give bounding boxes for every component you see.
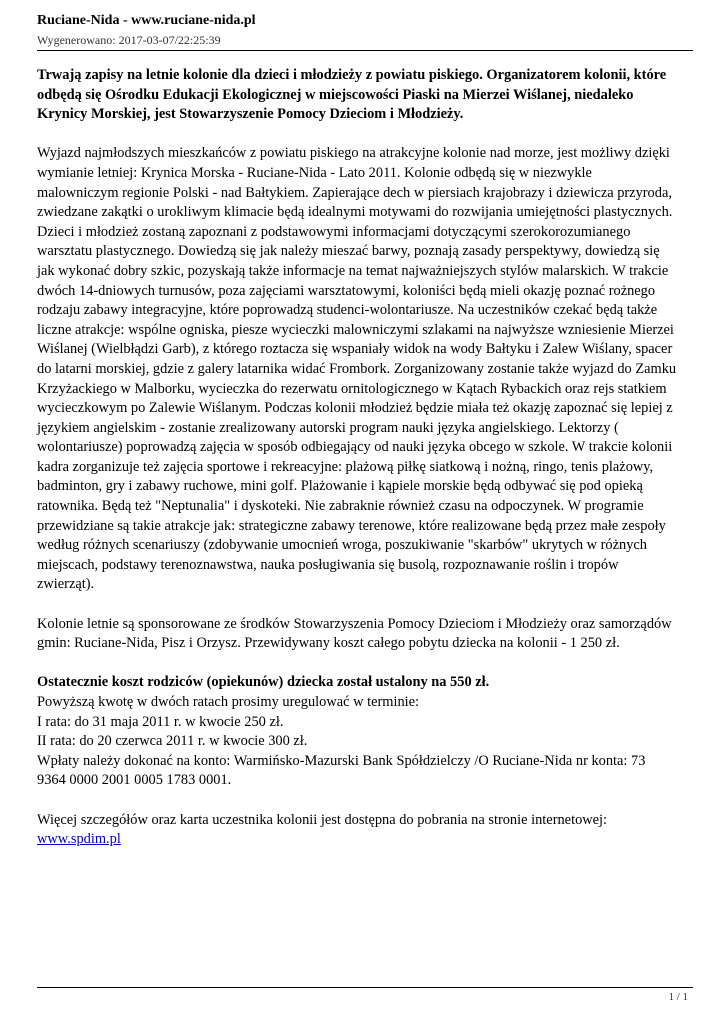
generated-timestamp: Wygenerowano: 2017-03-07/22:25:39 — [37, 33, 221, 47]
more-info-text: Więcej szczegółów oraz karta uczestnika kolonii jest dostępna do pobrania na stronie internetowej: — [37, 811, 608, 828]
cost-heading: Ostatecznie koszt rodziców (opiekunów) dziecka został ustalony na 550 zł. — [37, 674, 490, 691]
cost-line-4: Wpłaty należy dokonać na konto: Warmińsko-Mazurski Bank Spółdzielczy /O Ruciane-Nida nr konta: 73 9364 0000 2001 0005 1783 0001. — [37, 752, 646, 789]
page-header — [37, 12, 693, 48]
article-paragraph-2: Kolonie letnie są sponsorowane ze środków Stowarzyszenia Pomocy Dzieciom i Młodzieży oraz samorządów gmin: Ruciane-Nida, Pisz i Orzysz. Przewidywany koszt całego pobytu dziecka na kolonii - 1 250 zł. — [37, 615, 672, 652]
cost-line-3: II rata: do 20 czerwca 2011 r. w kwocie 300 zł. — [37, 733, 308, 750]
article-paragraph-1: Wyjazd najmłodszych mieszkańców z powiatu piskiego na atrakcyjne kolonie nad morze, jest możliwy dzięki wymianie letniej: Krynica Morska - Ruciane-Nida - Lato 2011. Kolonie odbędą się w niezwykle malowniczym regionie Polski - nad Bałtykiem. Zapierające dech w piersiach krajobrazy i dziewicza przyroda, zwiedzane zakątki o urokliwym klimacie będą idealnymi motywami do rozwijania umiejętności plastycznych. Dzieci i młodzież zostaną zapoznani z podstawowymi informacjami dotyczącymi szerokorozumianego warsztatu plastycznego. Dowiedzą się jak należy mieszać barwy, poznają zasady perspektywy, dowiedzą się jak wykonać dobry szkic, pozyskają także informacje na temat najważniejszych stylów malarskich. W trakcie dwóch 14-dniowych turnusów, poza zajęciami warsztatowymi, koloniści będą mieli okazję poznać rożnego rodzaju zabawy integracyjne, które poprowadzą studenci-wolontariusze. Na uczestników czekać będą także liczne atrakcje: wspólne ogniska, piesze wycieczki malowniczymi szlakami na najwyższe wzniesienie Mierzei Wiślanej (Wielbłądzi Garb), z którego roztacza się wspaniały widok na wody Bałtyku i Zalew Wiślany, spacer do latarni morskiej, gdzie z galery latarnika widać Frombork. Zorganizowany zostanie także wyjazd do Zamku Krzyżackiego w Malborku, wycieczka do rezerwatu ornitologicznego w Kątach Rybackich oraz rejs statkiem wycieczkowym po Zalewie Wiślanym. Podczas kolonii młodzież będzie miała też okazję zapoznać się lepiej z językiem angielskim - zostanie zrealizowany autorski program nauki języka angielskiego. Lektorzy ( wolontariusze) poprowadzą zajęcia w sposób odbiegający od nauki języka obcego w szkole. W trakcie kolonii kadra zorganizuje też zajęcia sportowe i rekreacyjne: plażową piłkę siatkową i nożną, ringo, tenis plażowy, badminton, gry i zabawy ruchowe, mini golf. Plażowanie i kąpiele morskie będą odbywać się pod opieką ratownika. Będą też "Neptunalia" i dyskoteki. Nie zabraknie również czasu na odpoczynek. W programie przewidziane są takie atrakcje jak: strategiczne zabawy terenowe, które realizowane będą przez małe zespoły według różnych scenariuszy (zdobywanie umocnień wroga, poszukiwanie "skarbów" ukrytych w różnych miejscach, podstawy terenoznawstwa, nauka posługiwania się busolą, rozpoznawanie roślin i tropów zwierząt). — [37, 145, 677, 593]
page-number: 1 / 1 — [668, 991, 688, 1003]
cost-line-1: Powyższą kwotę w dwóch ratach prosimy uregulować w terminie: — [37, 694, 420, 710]
article-body — [37, 66, 677, 869]
site-title: Ruciane-Nida - www.ruciane-nida.pl — [37, 13, 256, 28]
more-info-paragraph — [37, 811, 677, 850]
cost-section — [37, 673, 677, 791]
header-divider — [37, 50, 693, 51]
spdim-link[interactable]: www.spdim.pl — [37, 831, 121, 848]
article-lead: Trwają zapisy na letnie kolonie dla dzieci i młodzieży z powiatu piskiego. Organizatorem kolonii, które odbędą się Ośrodku Edukacji Ekologicznej w miejscowości Piaski na Mierzei Wiślanej, niedaleko Krynicy Morskiej, jest Stowarzyszenie Pomocy Dzieciom i Młodzieży. — [37, 67, 667, 123]
cost-line-2: I rata: do 31 maja 2011 r. w kwocie 250 zł. — [37, 713, 284, 730]
footer-divider — [37, 987, 693, 988]
